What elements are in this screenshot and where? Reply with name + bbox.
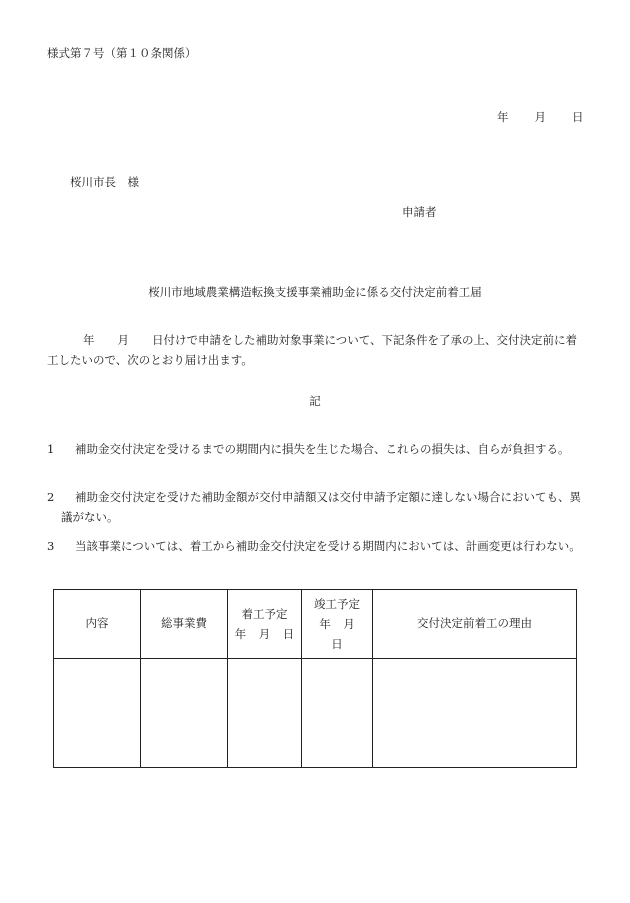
header-total-cost: 総事業費 [141, 590, 228, 659]
header-completion-label: 竣工予定 [314, 597, 360, 611]
start-day: 日 [282, 627, 295, 641]
header-completion-date [302, 590, 373, 659]
content-cell[interactable] [54, 659, 141, 768]
applicant-label: 申請者 [402, 205, 437, 219]
total-cost-cell[interactable] [141, 659, 228, 768]
condition-number: 1 [47, 442, 55, 456]
header-reason: 交付決定前着工の理由 [373, 590, 577, 659]
completion-year: 年 [319, 617, 331, 631]
date-line [497, 112, 584, 124]
condition-item [47, 439, 582, 459]
completion-date-cell[interactable] [302, 659, 373, 768]
header-start-label: 着工予定 [241, 607, 288, 621]
completion-month: 月 [343, 617, 355, 631]
table-header-row [54, 590, 577, 659]
form-number: 様式第７号（第１０条関係） [47, 46, 197, 60]
completion-day: 日 [331, 637, 343, 651]
condition-number: 2 [47, 490, 55, 504]
condition-item [47, 487, 582, 527]
condition-text: 当該事業については、着工から補助金交付決定を受ける期間内においては、計画変更は行わない。 [75, 539, 581, 553]
addressee: 桜川市長 様 [70, 175, 139, 189]
header-content: 内容 [54, 590, 141, 659]
condition-text: 補助金交付決定を受けるまでの期間内に損失を生じた場合、これらの損失は、自らが負担する。 [75, 442, 570, 456]
start-year: 年 [234, 627, 247, 641]
header-start-date [228, 590, 302, 659]
start-date-cell[interactable] [228, 659, 302, 768]
condition-text: 補助金交付決定を受けた補助金額が交付申請額又は交付申請予定額に達しない場合においても、異議がない。 [61, 490, 581, 524]
info-table [53, 589, 577, 768]
body-paragraph: 年 月 日付けで申請をした補助対象事業について、下記条件を了承の上、交付決定前に着工したいので、次のとおり届け出ます。 [47, 333, 578, 367]
condition-item [47, 536, 582, 556]
ki-heading: 記 [309, 394, 321, 408]
start-ymd [228, 624, 301, 644]
date-month: 月 [534, 110, 546, 124]
date-year: 年 [497, 110, 509, 124]
table-row [54, 659, 577, 768]
condition-number: 3 [47, 539, 55, 553]
reason-cell[interactable] [373, 659, 577, 768]
document-title: 桜川市地域農業構造転換支援事業補助金に係る交付決定前着工届 [148, 285, 482, 299]
start-month: 月 [258, 627, 271, 641]
completion-ymd [302, 614, 372, 654]
date-day: 日 [572, 110, 584, 124]
